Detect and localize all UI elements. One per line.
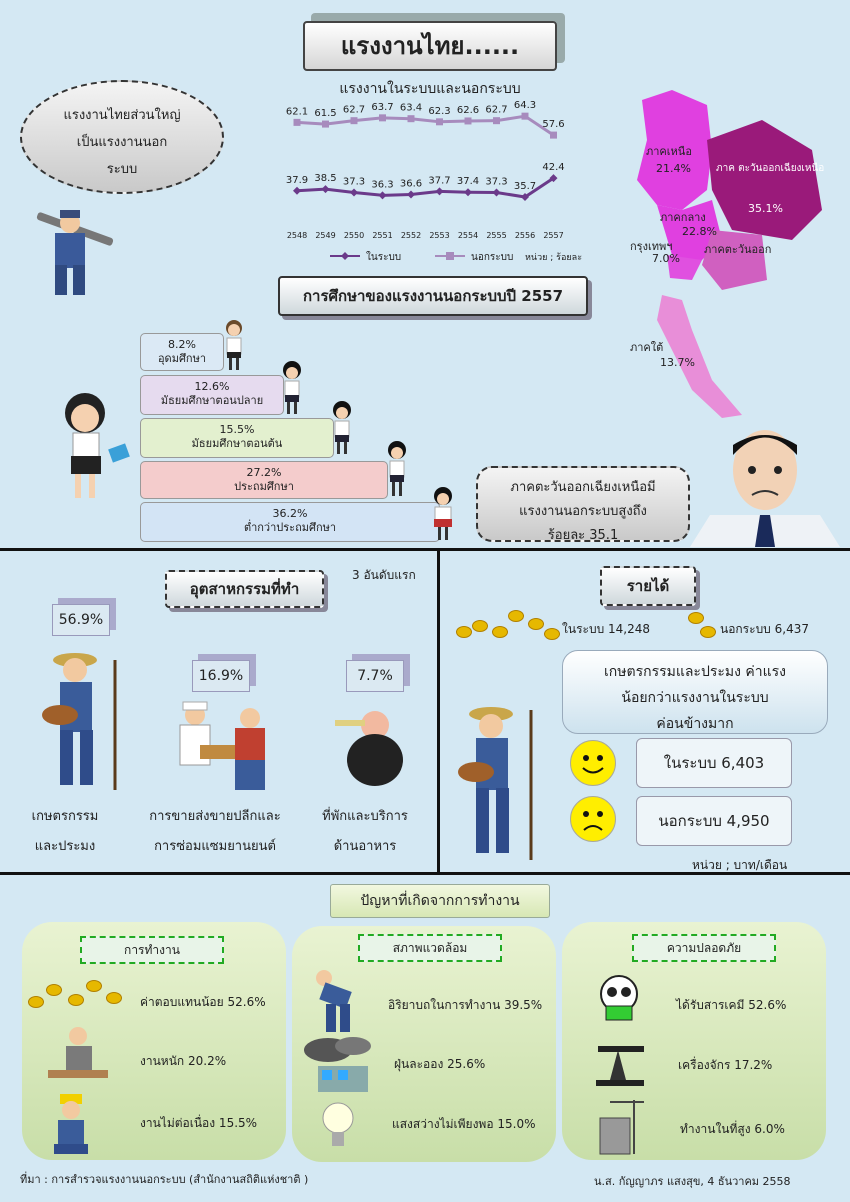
traders-illustration — [155, 700, 285, 795]
data-label: 64.3 — [513, 100, 537, 112]
bubble-line: ระบบ — [106, 162, 138, 177]
data-label: 36.3 — [371, 179, 394, 191]
x-tick-label: 2553 — [429, 231, 450, 240]
farmer-illustration — [446, 700, 546, 865]
income-bubble — [562, 650, 828, 734]
edu-pct: 15.5% — [219, 423, 255, 436]
industry-label: และประมง — [34, 839, 96, 854]
income-title: รายได้ — [600, 566, 696, 606]
student-icon — [280, 360, 304, 415]
industry-label: ที่พักและบริการ — [322, 809, 408, 824]
data-point — [550, 132, 557, 139]
speech-bubble-right — [476, 466, 690, 542]
student-icon — [330, 400, 354, 455]
data-label: 63.7 — [371, 101, 394, 113]
edu-step — [140, 502, 440, 542]
edu-step — [140, 375, 284, 415]
data-point — [408, 115, 415, 122]
footer-author: น.ส. กัญญาภร แสงสุข, 4 ธันวาคม 2558 — [594, 1175, 791, 1188]
edu-pct: 27.2% — [246, 466, 282, 479]
unit-note: หน่วย ; ร้อยละ — [525, 253, 583, 263]
sad-face-icon — [570, 796, 616, 842]
data-label: 37.3 — [342, 176, 366, 188]
data-label: 63.4 — [399, 102, 423, 114]
data-point — [436, 187, 444, 195]
worried-man-illustration — [690, 425, 840, 547]
industry-title: อุตสาหกรรมที่ทำ — [165, 570, 324, 608]
panel-title: การทำงาน — [80, 936, 224, 964]
map-east — [702, 230, 767, 290]
map-label: ภาค ตะวันออกเฉียงเหนือ — [716, 163, 825, 174]
panel-title: สภาพแวดล้อม — [358, 934, 502, 962]
divider — [437, 548, 440, 873]
data-label: 62.6 — [456, 104, 480, 116]
chart-svg — [285, 78, 605, 263]
data-point — [465, 117, 472, 124]
industry-pct: 7.7% — [346, 660, 404, 692]
mechanic-illustration — [25, 205, 120, 300]
map-label: กรุงเทพฯ — [630, 240, 673, 253]
data-label: 37.3 — [485, 176, 508, 188]
legend-marker — [341, 252, 349, 260]
data-label: 61.5 — [314, 108, 337, 120]
student-icon — [222, 318, 246, 370]
income-formal: ในระบบ 14,248 — [562, 622, 650, 636]
teacher-illustration — [55, 388, 135, 503]
map-value: 35.1% — [748, 202, 783, 215]
x-tick-label: 2557 — [543, 231, 564, 240]
x-tick-label: 2556 — [514, 231, 536, 240]
bubble-line: แรงงานนอกระบบสูงถึง — [519, 504, 647, 519]
thailand-map — [612, 80, 844, 420]
factory-dust-icon — [298, 1036, 378, 1096]
problem-item: ค่าตอบแทนน้อย 52.6% — [140, 995, 266, 1009]
data-point — [351, 117, 358, 124]
waiter-illustration — [320, 705, 415, 795]
data-point — [464, 188, 472, 196]
data-label: 62.7 — [342, 104, 366, 116]
map-value: 21.4% — [656, 162, 691, 175]
data-label: 35.7 — [513, 181, 537, 193]
industry-label: ด้านอาหาร — [333, 839, 397, 854]
edu-label: มัธยมศึกษาตอนต้น — [191, 437, 283, 450]
data-label: 42.4 — [542, 162, 565, 174]
industry-label: การขายส่งขายปลีกและ — [149, 809, 281, 824]
labor-chart — [285, 78, 605, 263]
data-label: 37.4 — [456, 176, 480, 188]
legend-marker — [446, 252, 454, 260]
data-point — [522, 113, 529, 120]
edu-label: มัธยมศึกษาตอนปลาย — [160, 394, 264, 407]
education-title: การศึกษาของแรงงานนอกระบบปี 2557 — [278, 276, 588, 316]
problem-item: งานหนัก 20.2% — [140, 1054, 227, 1068]
x-tick-label: 2552 — [400, 231, 422, 240]
sad-value: นอกระบบ 4,950 — [636, 796, 792, 846]
coins-icon — [28, 972, 128, 1014]
x-tick-label: 2554 — [457, 231, 479, 240]
sitting-worker-icon — [46, 1092, 96, 1158]
edu-pct: 12.6% — [194, 380, 230, 393]
coins-icon — [686, 604, 722, 644]
legend-label: ในระบบ — [366, 252, 402, 263]
data-label: 62.1 — [285, 106, 309, 118]
data-label: 38.5 — [314, 173, 337, 185]
industry-pct: 56.9% — [52, 604, 110, 636]
coins-icon — [456, 604, 564, 644]
x-tick-label: 2550 — [343, 231, 365, 240]
panel-title: ความปลอดภัย — [632, 934, 776, 962]
data-point — [436, 118, 443, 125]
problem-item: อิริยาบถในการทำงาน 39.5% — [388, 998, 543, 1012]
x-tick-label: 2551 — [372, 231, 393, 240]
edu-label: ประถมศึกษา — [234, 480, 294, 493]
construction-building-icon — [590, 1098, 646, 1156]
edu-label: ต่ำกว่าประถมศึกษา — [243, 521, 337, 534]
bubble-line: ร้อยละ 35.1 — [547, 528, 619, 543]
map-label: ภาคตะวันออก — [704, 243, 772, 256]
data-point — [294, 119, 301, 126]
data-label: 57.6 — [542, 119, 565, 131]
data-point — [407, 190, 415, 198]
chart-title: แรงงานในระบบและนอกระบบ — [339, 81, 521, 97]
data-point — [350, 188, 358, 196]
stressed-worker-icon — [40, 1022, 120, 1088]
edu-pct: 36.2% — [272, 507, 308, 520]
data-point — [293, 187, 301, 195]
data-label: 37.7 — [428, 175, 451, 187]
data-point — [379, 191, 387, 199]
bubble-line: น้อยกว่าแรงงานในระบบ — [621, 690, 769, 706]
income-unit: หน่วย ; บาท/เดือน — [692, 858, 788, 872]
bubble-line: เกษตรกรรมและประมง ค่าแรง — [603, 664, 786, 680]
problem-item: งานไม่ต่อเนื่อง 15.5% — [140, 1116, 258, 1130]
data-point — [493, 188, 501, 196]
bubble-line: เป็นแรงงานนอก — [76, 135, 168, 150]
data-point — [379, 114, 386, 121]
problems-title: ปัญหาที่เกิดจากการทำงาน — [330, 884, 550, 918]
problem-item: แสงสว่างไม่เพียงพอ 15.0% — [392, 1117, 536, 1131]
divider — [0, 548, 850, 551]
page-title: แรงงานไทย...... — [303, 21, 557, 71]
toxic-skull-icon — [590, 970, 648, 1028]
data-point — [322, 185, 330, 193]
edu-step — [140, 333, 224, 371]
income-informal: นอกระบบ 6,437 — [720, 622, 809, 636]
edu-pct: 8.2% — [168, 338, 196, 351]
light-bulb-icon — [318, 1096, 358, 1156]
map-northeast — [707, 120, 822, 240]
happy-face-icon — [570, 740, 616, 786]
map-value: 22.8% — [682, 225, 717, 238]
data-label: 62.3 — [428, 105, 451, 117]
data-point — [322, 121, 329, 128]
footer-source: ที่มา : การสำรวจแรงงานนอกระบบ (สำนักงานสถิติแห่งชาติ ) — [20, 1173, 309, 1186]
industry-pct: 16.9% — [192, 660, 250, 692]
data-label: 37.9 — [285, 174, 309, 186]
data-label: 62.7 — [485, 104, 508, 116]
oil-pump-icon — [590, 1030, 650, 1090]
map-label: ภาคใต้ — [630, 341, 664, 354]
edu-step — [140, 418, 334, 458]
edu-label: อุดมศึกษา — [157, 352, 207, 365]
map-label: ภาคกลาง — [660, 211, 706, 224]
legend-label: นอกระบบ — [471, 252, 514, 263]
speech-bubble-left — [20, 80, 224, 194]
data-point — [493, 117, 500, 124]
farmer-illustration — [30, 640, 130, 800]
x-tick-label: 2555 — [486, 231, 507, 240]
problem-item: ทำงานในที่สูง 6.0% — [680, 1122, 785, 1136]
x-tick-label: 2549 — [315, 231, 336, 240]
bubble-line: ค่อนข้างมาก — [656, 716, 734, 732]
bubble-line: ภาคตะวันออกเฉียงเหนือมี — [510, 480, 656, 495]
map-label: ภาคเหนือ — [646, 145, 692, 158]
happy-value: ในระบบ 6,403 — [636, 738, 792, 788]
industry-note: 3 อันดับแรก — [352, 568, 416, 582]
x-tick-label: 2548 — [286, 231, 308, 240]
student-icon — [384, 440, 410, 498]
student-icon — [428, 486, 458, 542]
bubble-line: แรงงานไทยส่วนใหญ่ — [63, 108, 181, 123]
problem-item: ได้รับสารเคมี 52.6% — [676, 998, 787, 1012]
bending-worker-icon — [304, 966, 364, 1036]
problem-item: เครื่องจักร 17.2% — [678, 1058, 773, 1072]
industry-label: การซ่อมแซมยานยนต์ — [154, 839, 276, 854]
map-value: 13.7% — [660, 356, 695, 369]
map-value: 7.0% — [652, 252, 680, 265]
problem-item: ฝุ่นละออง 25.6% — [394, 1057, 486, 1071]
edu-step — [140, 461, 388, 499]
industry-label: เกษตรกรรม — [31, 809, 99, 824]
data-label: 36.6 — [399, 178, 423, 190]
